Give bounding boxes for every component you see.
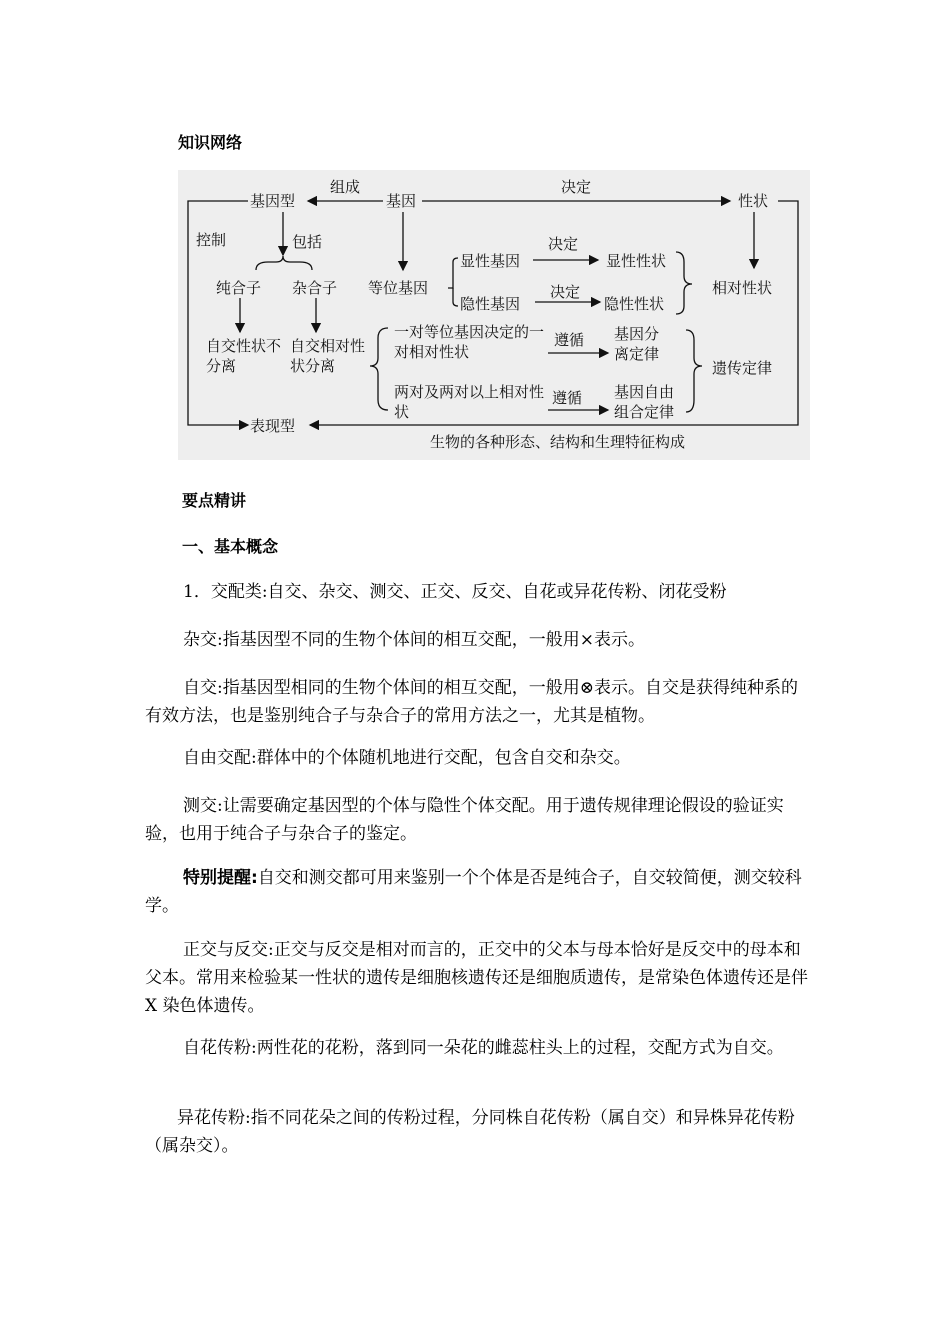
independent-law-label: 基因自由组合定律 bbox=[614, 383, 675, 421]
follow-1-label: 遵循 bbox=[554, 331, 585, 349]
determine-2-label: 决定 bbox=[550, 283, 581, 301]
segregation-law-label: 基因分离定律 bbox=[614, 325, 660, 363]
trait-label: 性状 bbox=[738, 192, 769, 210]
dominant-gene-label: 显性基因 bbox=[460, 252, 521, 270]
phenotype-desc-label: 生物的各种形态、结构和生理特征构成 bbox=[430, 433, 686, 451]
paragraph-test-cross: 测交:让需要确定基因型的个体与隐性个体交配。用于遗传规律理论假设的验证实验，也用于纯合子与杂合子的鉴定。 bbox=[145, 796, 784, 844]
genotype-label: 基因型 bbox=[250, 192, 296, 210]
recessive-gene-label: 隐性基因 bbox=[460, 295, 521, 313]
heading-key-points: 要点精讲 bbox=[182, 491, 247, 510]
heading-section-one: 一、基本概念 bbox=[182, 537, 279, 556]
paragraph-reciprocal-cross: 正交与反交:正交与反交是相对而言的，正交中的父本与母本恰好是反交中的母本和父本。常用来检验某一性状的遗传是细胞核遗传还是细胞质遗传，是常染色体遗传还是伴 X 染色体遗传。 bbox=[145, 940, 808, 1016]
paragraph-free-mating: 自由交配:群体中的个体随机地进行交配，包含自交和杂交。 bbox=[183, 748, 631, 768]
inheritance-laws-label: 遗传定律 bbox=[712, 359, 773, 377]
relative-trait-label: 相对性状 bbox=[712, 279, 773, 297]
phenotype-label: 表现型 bbox=[250, 417, 296, 435]
paragraph-mating-types: 1．交配类:自交、杂交、测交、正交、反交、自花或异花传粉、闭花受粉 bbox=[183, 582, 727, 602]
allele-label: 等位基因 bbox=[368, 279, 429, 297]
determine-1-label: 决定 bbox=[548, 235, 579, 253]
special-reminder-label: 特别提醒: bbox=[183, 868, 258, 888]
gene-label: 基因 bbox=[386, 192, 417, 210]
control-label: 控制 bbox=[196, 231, 227, 249]
selfing-separation-label: 自交相对性状分离 bbox=[290, 337, 366, 375]
paragraph-self-pollination: 自花传粉:两性花的花粉，落到同一朵花的雌蕊柱头上的过程，交配方式为自交。 bbox=[183, 1038, 784, 1058]
follow-2-label: 遵循 bbox=[552, 389, 583, 407]
paragraph-hybrid: 杂交:指基因型不同的生物个体间的相互交配，一般用×表示。 bbox=[183, 630, 645, 650]
recessive-trait-label: 隐性性状 bbox=[604, 295, 665, 313]
paragraph-special-reminder: 特别提醒:自交和测交都可用来鉴别一个个体是否是纯合子，自交较简便，测交较科学。 bbox=[145, 868, 802, 916]
two-pairs-label: 两对及两对以上相对性状 bbox=[394, 383, 545, 421]
paragraph-cross-pollination: 异花传粉:指不同花朵之间的传粉过程，分同株自花传粉（属自交）和异株异花传粉（属杂交）。 bbox=[145, 1108, 795, 1156]
paragraph-selfing: 自交:指基因型相同的生物个体间的相互交配，一般用⊗表示。自交是获得纯种系的有效方法，也是鉴别纯合子与杂合子的常用方法之一，尤其是植物。 bbox=[145, 678, 798, 726]
selfing-symbol: ⊗ bbox=[579, 678, 594, 698]
one-pair-label: 一对等位基因决定的一对相对性状 bbox=[394, 323, 545, 361]
homozygote-label: 纯合子 bbox=[216, 279, 262, 297]
include-label: 包括 bbox=[292, 233, 323, 251]
dominant-trait-label: 显性性状 bbox=[606, 252, 667, 270]
knowledge-network-diagram bbox=[178, 170, 810, 460]
compose-label: 组成 bbox=[330, 178, 361, 196]
determine-top-label: 决定 bbox=[561, 178, 592, 196]
heterozygote-label: 杂合子 bbox=[292, 279, 338, 297]
selfing-no-separation-label: 自交性状不分离 bbox=[206, 337, 282, 375]
heading-knowledge-network: 知识网络 bbox=[178, 133, 243, 152]
